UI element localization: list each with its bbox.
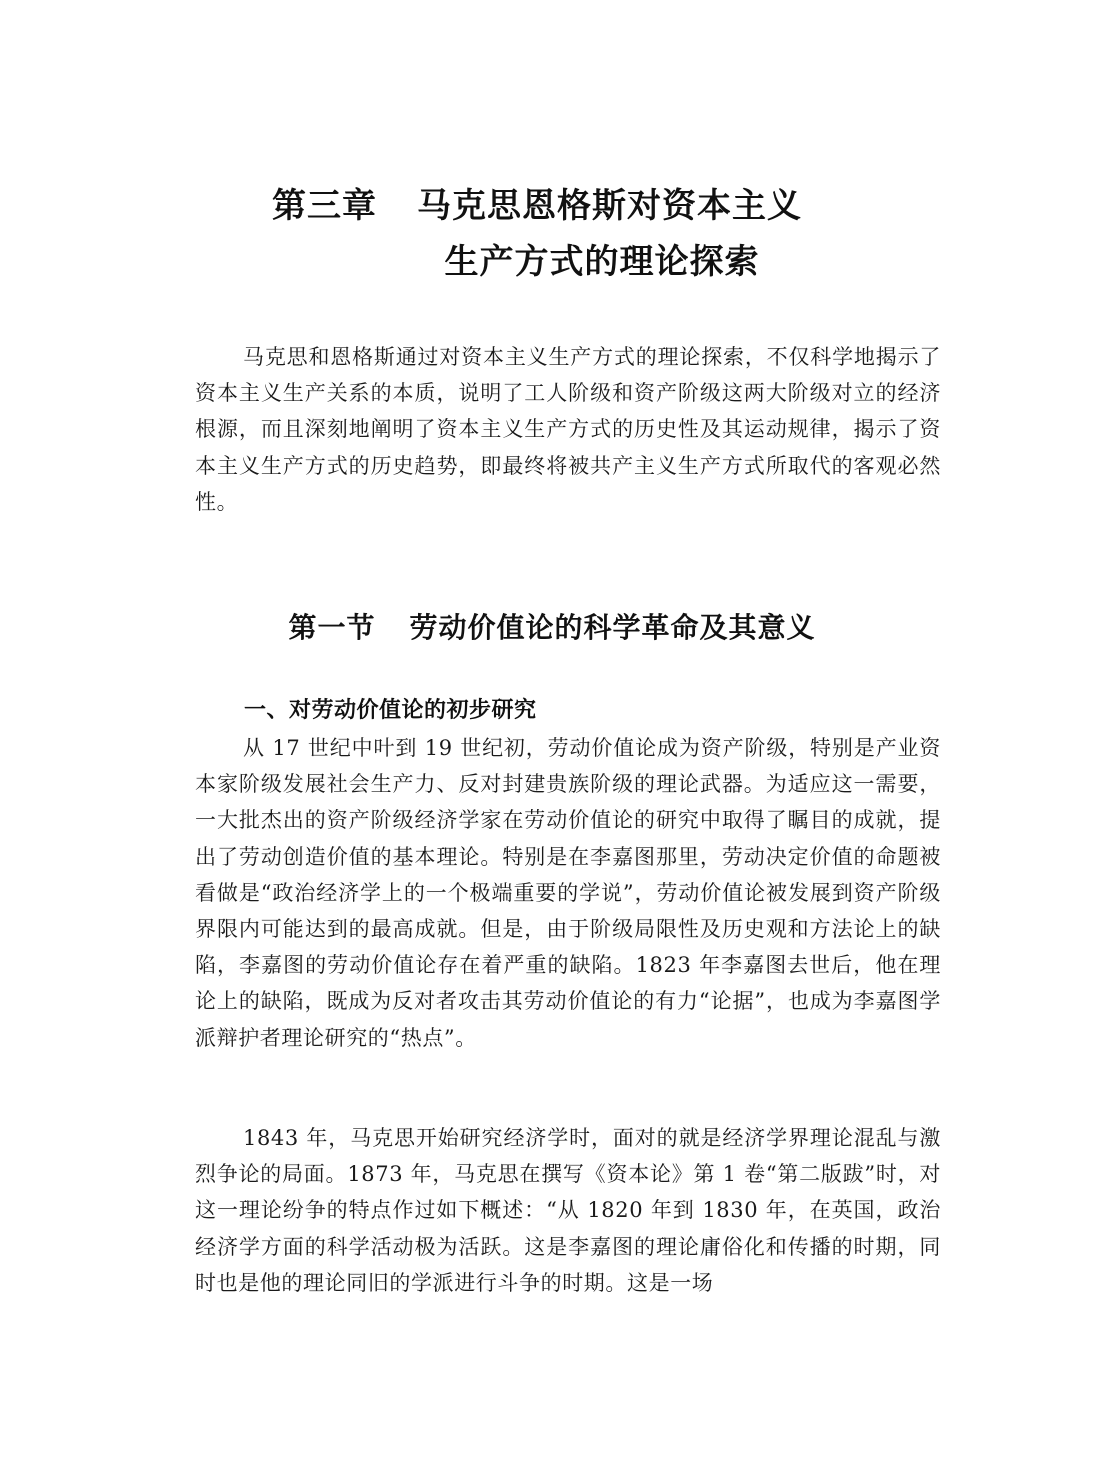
intro-paragraph: 马克思和恩格斯通过对资本主义生产方式的理论探索，不仅科学地揭示了资本主义生产关系的本质，说明了工人阶级和资产阶级这两大阶级对立的经济根源，而且深刻地阐明了资本主义生产方式的历史性及其运动规律，揭示了资本主义生产方式的历史趋势，即最终将被共产主义生产方式所取代的客观必然性。 (195, 345, 941, 514)
section-number: 第一节 (288, 611, 376, 644)
body-paragraph-1: 从 17 世纪中叶到 19 世纪初，劳动价值论成为资产阶级，特别是产业资本家阶级发展社会生产力、反对封建贵族阶级的理论武器。为适应这一需要，一大批杰出的资产阶级经济学家在劳动价值论的研究中取得了瞩目的成就，提出了劳动创造价值的基本理论。特别是在李嘉图那里，劳动决定价值的命题被看做是“政治经济学上的一个极端重要的学说”，劳动价值论被发展到资产阶级界限内可能达到的最高成就。但是，由于阶级局限性及历史观和方法论上的缺陷，李嘉图的劳动价值论存在着严重的缺陷。1823 年李嘉图去世后，他在理论上的缺陷，既成为反对者攻击其劳动价值论的有力“论据”，也成为李嘉图学派辩护者理论研究的“热点”。 (195, 736, 941, 1050)
chapter-number: 第三章 (272, 186, 377, 226)
section-title-text: 劳动价值论的科学革命及其意义 (409, 611, 816, 644)
section-title (0, 604, 1104, 652)
subsection-title: 一、对劳动价值论的初步研究 (244, 698, 537, 723)
chapter-title-line-1 (0, 178, 1104, 234)
body-paragraph-2: 1843 年，马克思开始研究经济学时，面对的就是经济学界理论混乱与激烈争论的局面。1873 年，马克思在撰写《资本论》第 1 卷“第二版跋”时，对这一理论纷争的特点作过如下概述：“从 1820 年到 1830 年，在英国，政治经济学方面的科学活动极为活跃。这是李嘉图的理论庸俗化和传播的时期，同时也是他的理论同旧的学派进行斗争的时期。这是一场 (195, 1126, 941, 1295)
chapter-title-text-1: 马克思恩格斯对资本主义 (417, 186, 802, 226)
chapter-title-line-2: 生产方式的理论探索 (444, 242, 760, 282)
chapter-title (0, 178, 1104, 290)
